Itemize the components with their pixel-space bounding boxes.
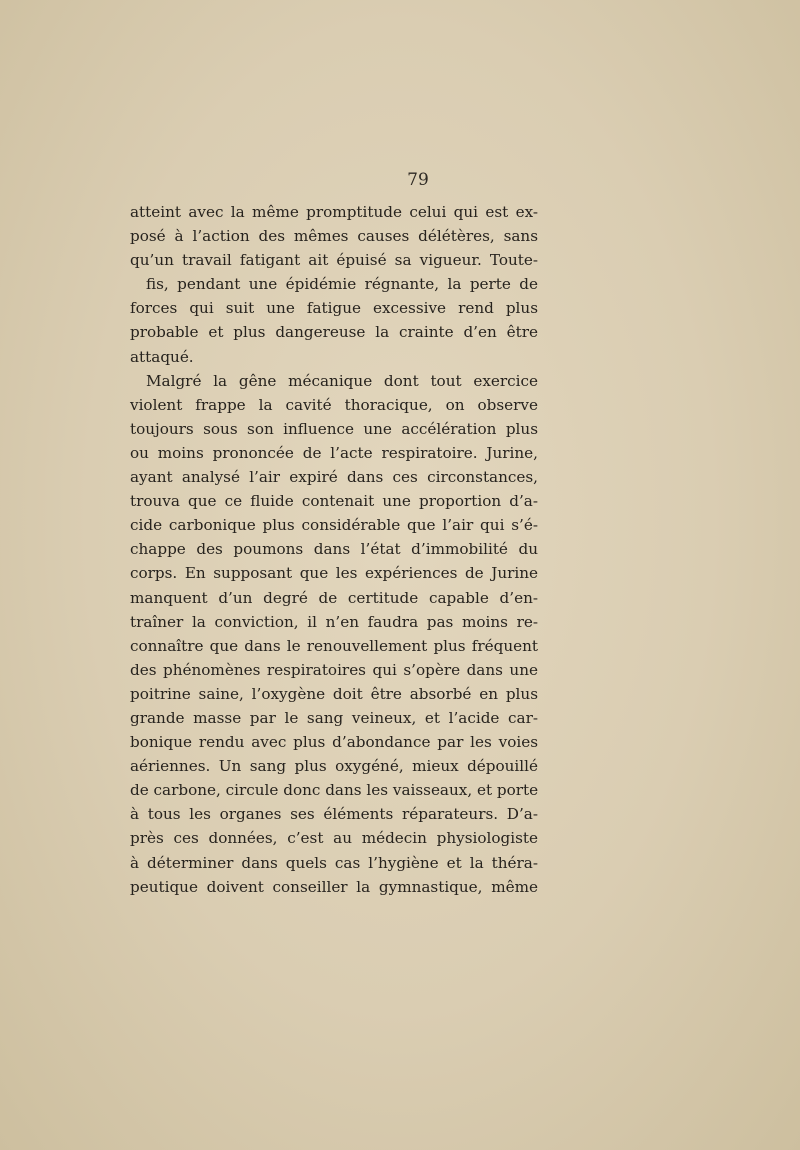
page-number: 79 [407, 170, 429, 190]
text-line: de carbone, circule donc dans les vaisseaux, et porte [130, 781, 539, 800]
text-line: poitrine saine, l’oxygène doit être absorbé en plus [130, 684, 538, 703]
text-line: violent frappe la cavité thoracique, on observe [130, 395, 538, 414]
text-line: grande masse par le sang veineux, et l’acide car- [130, 708, 538, 727]
text-line: cide carbonique plus considérable que l’air qui s’é- [130, 516, 538, 535]
text-line: bonique rendu avec plus d’abondance par les voies [130, 733, 538, 752]
text-line: corps. En supposant que les expériences de Jurine [130, 564, 538, 583]
text-line: des phénomènes respiratoires qui s’opère dans une [130, 660, 538, 679]
text-line: forces qui suit une fatigue excessive rend plus [130, 299, 538, 318]
paragraph-start-line: Malgré la gêne mécanique dont tout exercice [146, 371, 538, 390]
text-line: chappe des poumons dans l’état d’immobilité du [130, 540, 538, 559]
text-line: manquent d’un degré de certitude capable d’en- [130, 588, 538, 607]
text-line: aériennes. Un sang plus oxygéné, mieux dépouillé [130, 757, 538, 776]
text-line: toujours sous son influence une accélération plus [130, 419, 538, 438]
text-line: probable et plus dangereuse la crainte d’en être [130, 323, 538, 342]
text-line: fis, pendant une épidémie régnante, la perte de [146, 275, 538, 294]
text-line: à tous les organes ses éléments réparateurs. D’a- [130, 805, 538, 824]
body-text [130, 200, 538, 899]
text-line: ou moins prononcée de l’acte respiratoire. Jurine, [130, 443, 538, 462]
text-line: qu’un travail fatigant ait épuisé sa vigueur. Toute- [130, 251, 538, 270]
text-line: connaître que dans le renouvellement plus fréquent [130, 636, 538, 655]
text-line: près ces données, c’est au médecin physiologiste [130, 829, 538, 848]
text-line: atteint avec la même promptitude celui qui est ex- [130, 203, 538, 221]
text-line: peutique doivent conseiller la gymnastique, même [130, 877, 538, 896]
text-line: à déterminer dans quels cas l’hygiène et la théra- [130, 853, 538, 872]
text-line: trouva que ce fluide contenait une proportion d’a- [130, 492, 538, 511]
text-line: attaqué. [130, 347, 194, 366]
text-line: ayant analysé l’air expiré dans ces circonstances, [130, 468, 538, 487]
text-line: posé à l’action des mêmes causes délétères, sans [130, 227, 538, 246]
text-line: traîner la conviction, il n’en faudra pas moins re- [130, 612, 538, 631]
